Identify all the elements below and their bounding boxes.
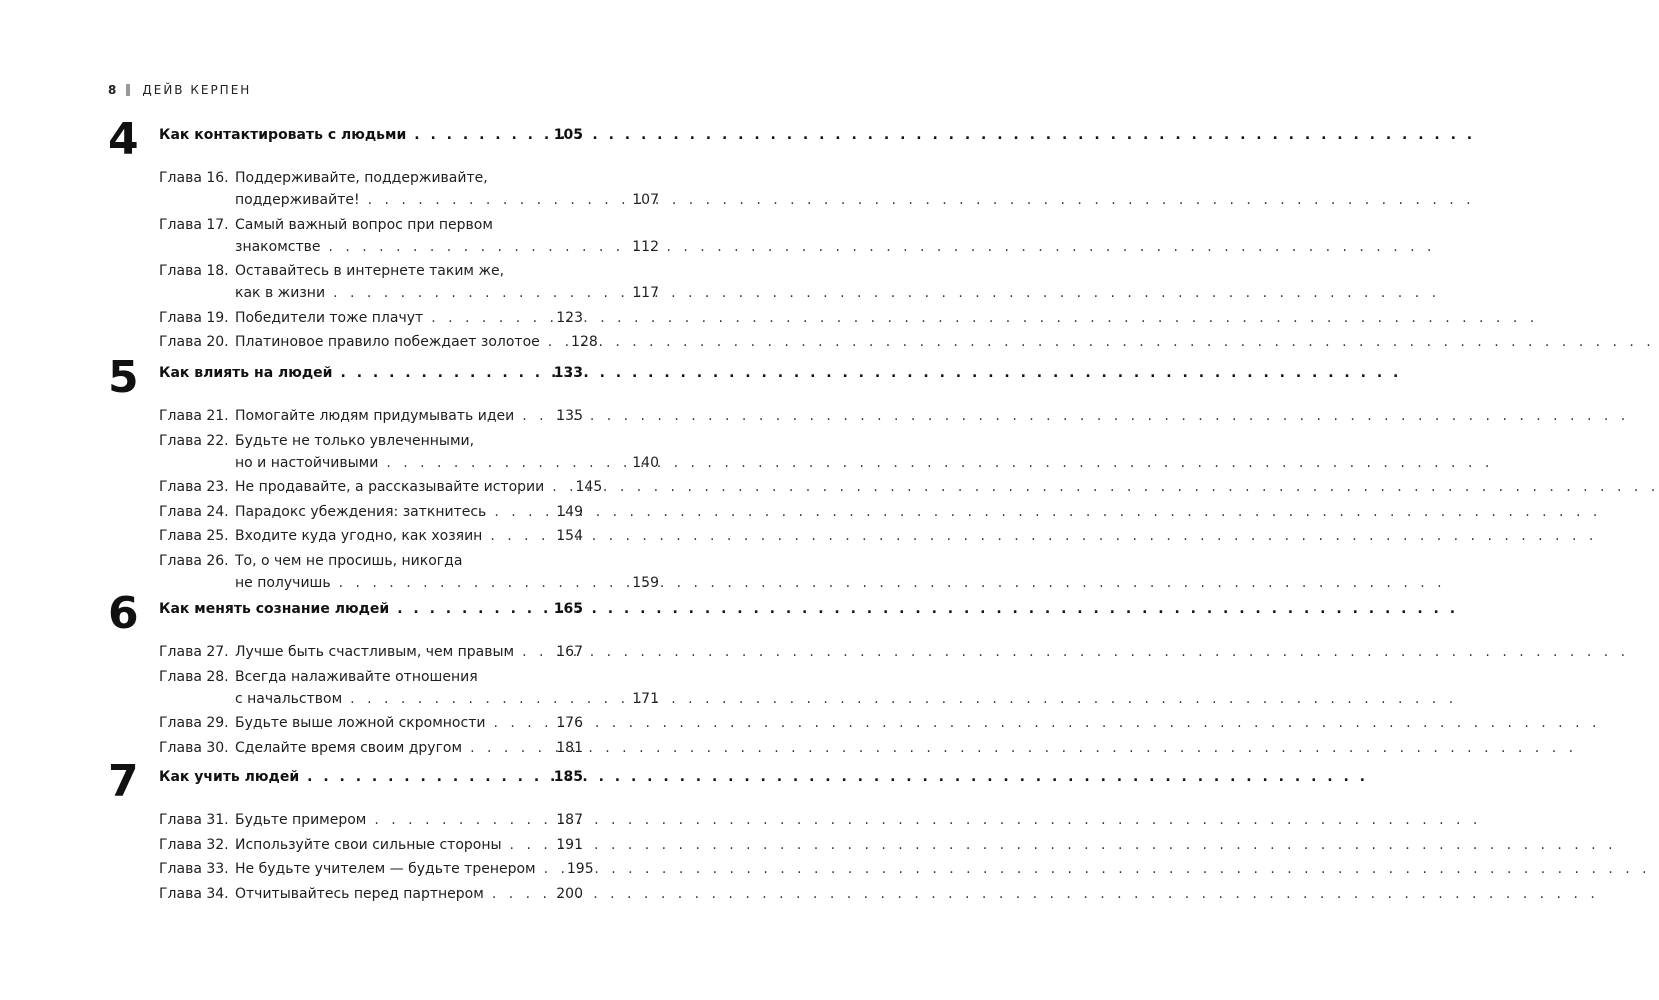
chapter-label: Глава 27. (159, 644, 229, 660)
dot-leader (339, 575, 617, 591)
dot-leader (386, 455, 617, 471)
chapter-page-number: 145 (575, 479, 603, 495)
chapter-label: Глава 19. (159, 309, 229, 326)
chapter-entry[interactable] (159, 740, 583, 762)
chapter-page-number: 149 (556, 503, 583, 520)
dot-leader (414, 127, 541, 143)
chapter-label: Глава 24. (159, 503, 229, 520)
chapter-page-number: 123 (556, 309, 583, 326)
chapter-label: Глава 32. (159, 836, 229, 853)
chapter-label: Глава 25. (159, 528, 229, 544)
chapter-title: Всегда налаживайте отношения (235, 668, 478, 685)
chapter-label: Глава 18. (159, 263, 229, 279)
chapter-entry[interactable] (159, 715, 583, 737)
chapter-title: с начальством (235, 690, 343, 707)
chapter-label: Глава 21. (159, 408, 229, 424)
part-page-number: 105 (553, 127, 583, 143)
chapter-entry[interactable] (159, 408, 583, 430)
chapter-title: но и настойчивыми (235, 454, 379, 471)
dot-leader (510, 837, 541, 853)
dot-leader (470, 740, 541, 756)
chapter-title: Поддерживайте, поддерживайте, (235, 170, 488, 186)
dot-leader (522, 408, 541, 424)
dot-leader (350, 691, 617, 707)
part-page-number: 185 (553, 769, 583, 785)
chapter-title: Входите куда угодно, как хозяин (235, 528, 483, 544)
chapter-entry[interactable] (159, 433, 583, 455)
chapter-label: Глава 31. (159, 812, 229, 828)
dot-leader (333, 285, 617, 301)
chapter-title: как в жизни (235, 285, 326, 301)
chapter-title: Отчитывайтесь перед партнером (235, 885, 484, 902)
chapter-title: знакомстве (235, 238, 321, 255)
chapter-page-number: 176 (556, 715, 583, 731)
chapter-entry[interactable] (159, 812, 583, 834)
part-number: 7 (108, 756, 139, 807)
dot-leader (548, 334, 556, 350)
chapter-entry[interactable] (159, 553, 583, 575)
chapter-title: То, о чем не просишь, никогда (235, 552, 463, 569)
header-divider (126, 84, 130, 96)
chapter-label: Глава 26. (159, 552, 229, 569)
part-title: Как менять сознание людей (159, 601, 390, 617)
chapter-page-number: 195 (566, 861, 594, 877)
chapter-entry[interactable] (159, 334, 598, 356)
chapter-title: Самый важный вопрос при первом (235, 216, 493, 233)
dot-leader (431, 310, 541, 326)
chapter-label: Глава 30. (159, 739, 229, 756)
chapter-page-number: 159 (632, 574, 659, 591)
part-title: Как учить людей (159, 769, 300, 785)
chapter-title: не получишь (235, 574, 331, 591)
dot-leader (490, 528, 541, 544)
chapter-title: Платиновое правило побеждает золотое (235, 334, 540, 350)
part-page-number: 133 (553, 365, 583, 381)
chapter-page-number: 167 (556, 644, 583, 660)
dot-leader (397, 601, 541, 617)
chapter-entry (159, 239, 659, 261)
chapter-title: Оставайтесь в интернете таким же, (235, 263, 505, 279)
chapter-entry[interactable] (159, 644, 583, 666)
dot-leader (368, 192, 617, 208)
dot-leader (494, 504, 541, 520)
chapter-label: Глава 29. (159, 715, 229, 731)
chapter-entry (159, 192, 659, 214)
chapter-entry[interactable] (159, 263, 583, 285)
chapter-entry (159, 285, 659, 307)
chapter-title: поддерживайте! (235, 192, 360, 208)
dot-leader (544, 861, 552, 877)
chapter-page-number: 107 (632, 192, 659, 208)
chapter-title: Не будьте учителем — будьте тренером (235, 861, 536, 877)
chapter-label: Глава 17. (159, 216, 229, 233)
chapter-entry[interactable] (159, 217, 583, 239)
chapter-page-number: 135 (556, 408, 583, 424)
chapter-entry[interactable] (159, 669, 583, 691)
dot-leader (307, 769, 541, 785)
chapter-page-number: 128 (571, 334, 598, 350)
chapter-entry[interactable] (159, 479, 603, 501)
page-number: 8 (108, 83, 117, 97)
dot-leader (328, 239, 617, 255)
chapter-page-number: 187 (556, 812, 583, 828)
chapter-title: Используйте свои сильные стороны (235, 836, 502, 853)
chapter-label: Глава 28. (159, 668, 229, 685)
part-number: 4 (108, 114, 139, 165)
chapter-entry[interactable] (159, 886, 583, 908)
chapter-entry[interactable] (159, 861, 594, 883)
chapter-entry (159, 691, 659, 713)
dot-leader (552, 479, 560, 495)
chapter-label: Глава 16. (159, 170, 229, 186)
dot-leader (492, 886, 541, 902)
part-title-row[interactable] (159, 365, 583, 389)
chapter-entry (159, 575, 659, 597)
chapter-label: Глава 20. (159, 334, 229, 350)
chapter-page-number: 112 (632, 238, 659, 255)
part-title: Как контактировать с людьми (159, 127, 407, 143)
chapter-title: Парадокс убеждения: заткнитесь (235, 503, 487, 520)
chapter-page-number: 200 (556, 885, 583, 902)
chapter-title: Лучше быть счастливым, чем правым (235, 644, 515, 660)
chapter-title: Победители тоже плачут (235, 309, 424, 326)
part-page-number: 165 (553, 601, 583, 617)
part-title-row[interactable] (159, 769, 583, 793)
chapter-page-number: 181 (556, 739, 583, 756)
chapter-label: Глава 34. (159, 885, 229, 902)
dot-leader (493, 715, 541, 731)
chapter-page-number: 117 (632, 285, 659, 301)
dot-leader (341, 365, 542, 381)
chapter-page-number: 140 (632, 454, 659, 471)
chapter-title: Будьте не только увлеченными, (235, 432, 475, 449)
chapter-title: Будьте примером (235, 812, 367, 828)
part-title-row[interactable] (159, 601, 583, 625)
chapter-page-number: 154 (556, 528, 583, 544)
dot-leader (374, 812, 541, 828)
chapter-label: Глава 23. (159, 479, 229, 495)
part-title-row[interactable] (159, 127, 583, 151)
author-name: ДЕЙВ КЕРПЕН (142, 83, 252, 97)
chapter-entry[interactable] (159, 504, 583, 526)
part-number: 5 (108, 352, 139, 403)
part-number: 6 (108, 588, 139, 639)
chapter-page-number: 191 (556, 836, 583, 853)
running-head (108, 80, 251, 100)
chapter-entry (159, 455, 659, 477)
part-title: Как влиять на людей (159, 365, 333, 381)
chapter-entry[interactable] (159, 170, 583, 192)
chapter-entry[interactable] (159, 528, 583, 550)
chapter-label: Глава 22. (159, 432, 229, 449)
chapter-title: Будьте выше ложной скромности (235, 715, 486, 731)
chapter-label: Глава 33. (159, 861, 229, 877)
dot-leader (522, 644, 541, 660)
chapter-entry[interactable] (159, 310, 583, 332)
chapter-title: Сделайте время своим другом (235, 739, 463, 756)
chapter-entry[interactable] (159, 837, 583, 859)
chapter-page-number: 171 (632, 690, 659, 707)
chapter-title: Помогайте людям придумывать идеи (235, 408, 515, 424)
chapter-title: Не продавайте, а рассказывайте истории (235, 479, 545, 495)
